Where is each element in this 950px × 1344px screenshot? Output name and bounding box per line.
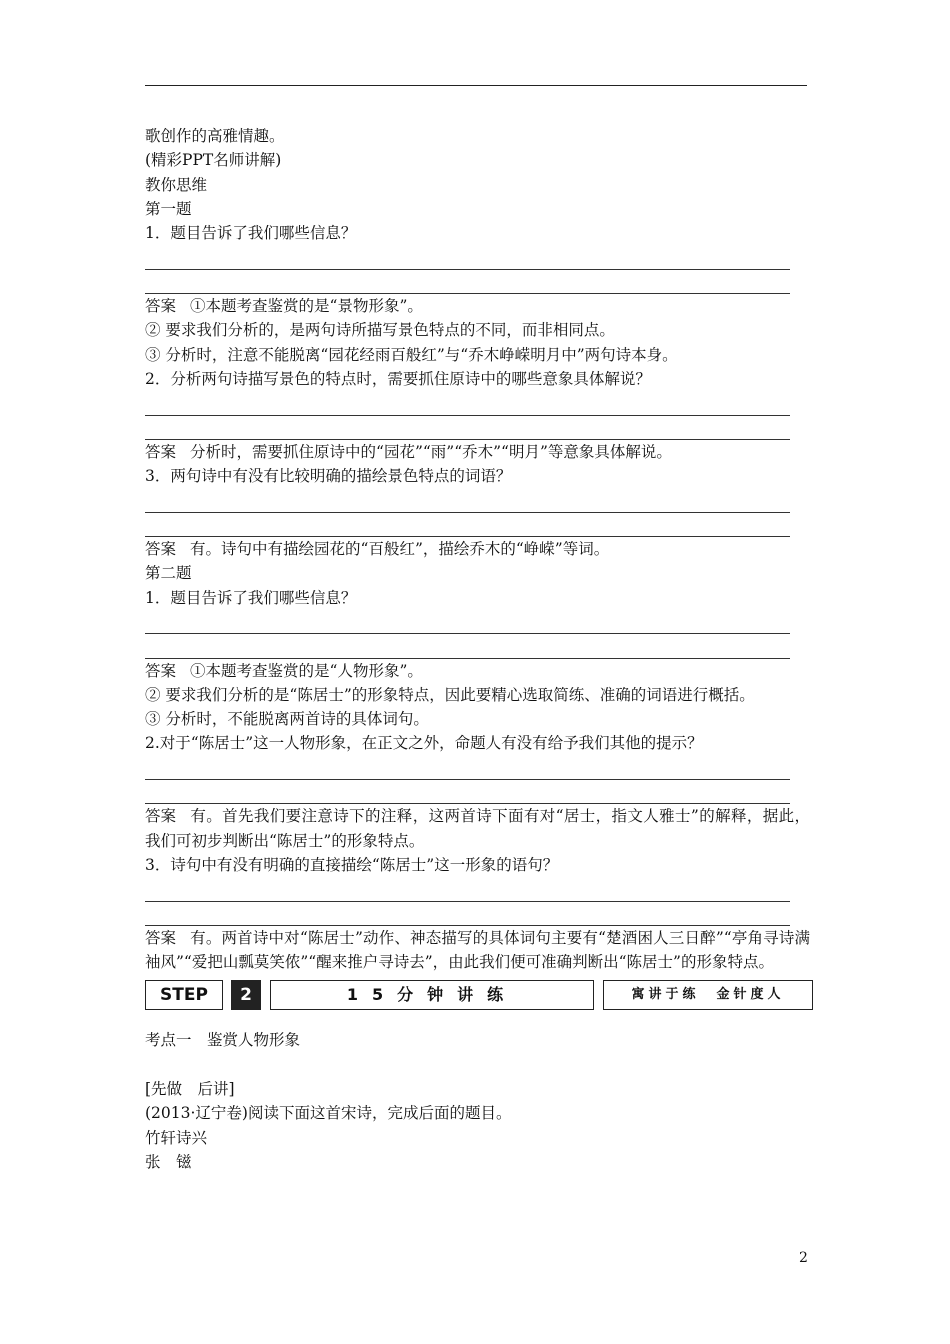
answer-blank-line[interactable]	[145, 416, 790, 440]
answer-label: 答案	[145, 661, 177, 680]
q1-item2-question: 2．分析两句诗描写景色的特点时，需要抓住原诗中的哪些意象具体解说？	[145, 369, 651, 388]
answer-blank-line[interactable]	[145, 780, 790, 804]
answer-blank-line[interactable]	[145, 245, 790, 269]
q2-item1-answer	[145, 659, 810, 683]
answer-text: 分析时，需要抓住原诗中的“园花”“雨”“乔木”“明月”等意象具体解说。	[190, 442, 672, 461]
answer-text: 有。首先我们要注意诗下的注释，这两首诗下面有对“居士，指文人雅士”的解释，据此，我们可初步判断出“陈居士”的形象特点。	[145, 807, 810, 850]
q1-item2-answer	[145, 440, 810, 464]
header-rule	[145, 85, 807, 86]
answer-blank-line[interactable]	[145, 902, 790, 926]
answer-blank-line[interactable]	[145, 756, 790, 780]
q1-heading: 第一题	[145, 199, 192, 218]
q1-item3-answer	[145, 537, 810, 561]
answer-label: 答案	[145, 540, 177, 559]
answer-text: ② 要求我们分析的是“陈居士”的形象特点，因此要精心选取简练、准确的词语进行概括。	[145, 685, 755, 704]
answer-text: ①本题考查鉴赏的是“景物形象”。	[190, 297, 423, 316]
answer-blank-line[interactable]	[145, 610, 790, 634]
answer-blank-line[interactable]	[145, 270, 790, 294]
q1-item1-question: 1．题目告诉了我们哪些信息？	[145, 224, 357, 243]
answer-blank-line[interactable]	[145, 513, 790, 537]
xianzuo-heading: [先做 后讲]	[145, 1079, 235, 1098]
video-note: (精彩PPT名师讲解)	[145, 151, 282, 170]
q2-item3-answer	[145, 926, 810, 975]
q1-item3-question: 3．两句诗中有没有比较明确的描绘景色特点的词语？	[145, 467, 512, 486]
answer-label: 答案	[145, 928, 177, 947]
answer-blank-line[interactable]	[145, 391, 790, 415]
step-banner	[145, 980, 813, 1014]
section-thinking: 教你思维	[145, 175, 208, 194]
answer-text: ② 要求我们分析的，是两句诗所描写景色特点的不同，而非相同点。	[145, 321, 615, 340]
q2-item1-question: 1．题目告诉了我们哪些信息？	[145, 588, 357, 607]
answer-blank-line[interactable]	[145, 877, 790, 901]
q1-item1-answer	[145, 294, 810, 318]
poem-author: 张 镃	[145, 1152, 192, 1171]
continuation-text: 歌创作的高雅情趣。	[145, 127, 285, 145]
answer-text: 有。两首诗中对“陈居士”动作、神态描写的具体词句主要有“楚酒困人三日醉”“亭角寻诗满袖风”“爱把山瓢莫笑侬”“醒来推户寻诗去”，由此我们便可准确判断出“陈居士”的形象特点。	[145, 928, 810, 972]
step-title: 15分钟讲练	[270, 980, 594, 1010]
page-content	[145, 124, 810, 1174]
poem-title: 竹轩诗兴	[145, 1128, 208, 1147]
answer-text: ①本题考查鉴赏的是“人物形象”。	[190, 661, 423, 680]
q2-heading: 第二题	[145, 564, 192, 583]
step-label: STEP	[145, 980, 223, 1010]
answer-blank-line[interactable]	[145, 634, 790, 658]
answer-label: 答案	[145, 297, 177, 316]
answer-text: 有。诗句中有描绘园花的“百般红”，描绘乔木的“峥嵘”等词。	[190, 540, 610, 559]
spacer	[145, 1053, 810, 1077]
answer-blank-line[interactable]	[145, 488, 790, 512]
page-number: 2	[799, 1250, 808, 1266]
answer-text: ③ 分析时，不能脱离两首诗的具体词句。	[145, 710, 429, 729]
answer-label: 答案	[145, 807, 177, 826]
step-motto: 寓讲于练 金针度人	[603, 980, 813, 1010]
q2-item3-question: 3．诗句中有没有明确的直接描绘“陈居士”这一形象的语句？	[145, 855, 559, 874]
kaodian-heading: 考点一 鉴赏人物形象	[145, 1031, 301, 1050]
exam-source: (2013·辽宁卷)阅读下面这首宋诗，完成后面的题目。	[145, 1104, 512, 1123]
answer-label: 答案	[145, 442, 177, 461]
q2-item2-question: 2.对于“陈居士”这一人物形象，在正文之外，命题人有没有给予我们其他的提示？	[145, 734, 703, 753]
q2-item2-answer	[145, 804, 810, 853]
answer-text: ③ 分析时，注意不能脱离“园花经雨百般红”与“乔木峥嵘明月中”两句诗本身。	[145, 345, 678, 364]
step-number: 2	[231, 980, 261, 1010]
